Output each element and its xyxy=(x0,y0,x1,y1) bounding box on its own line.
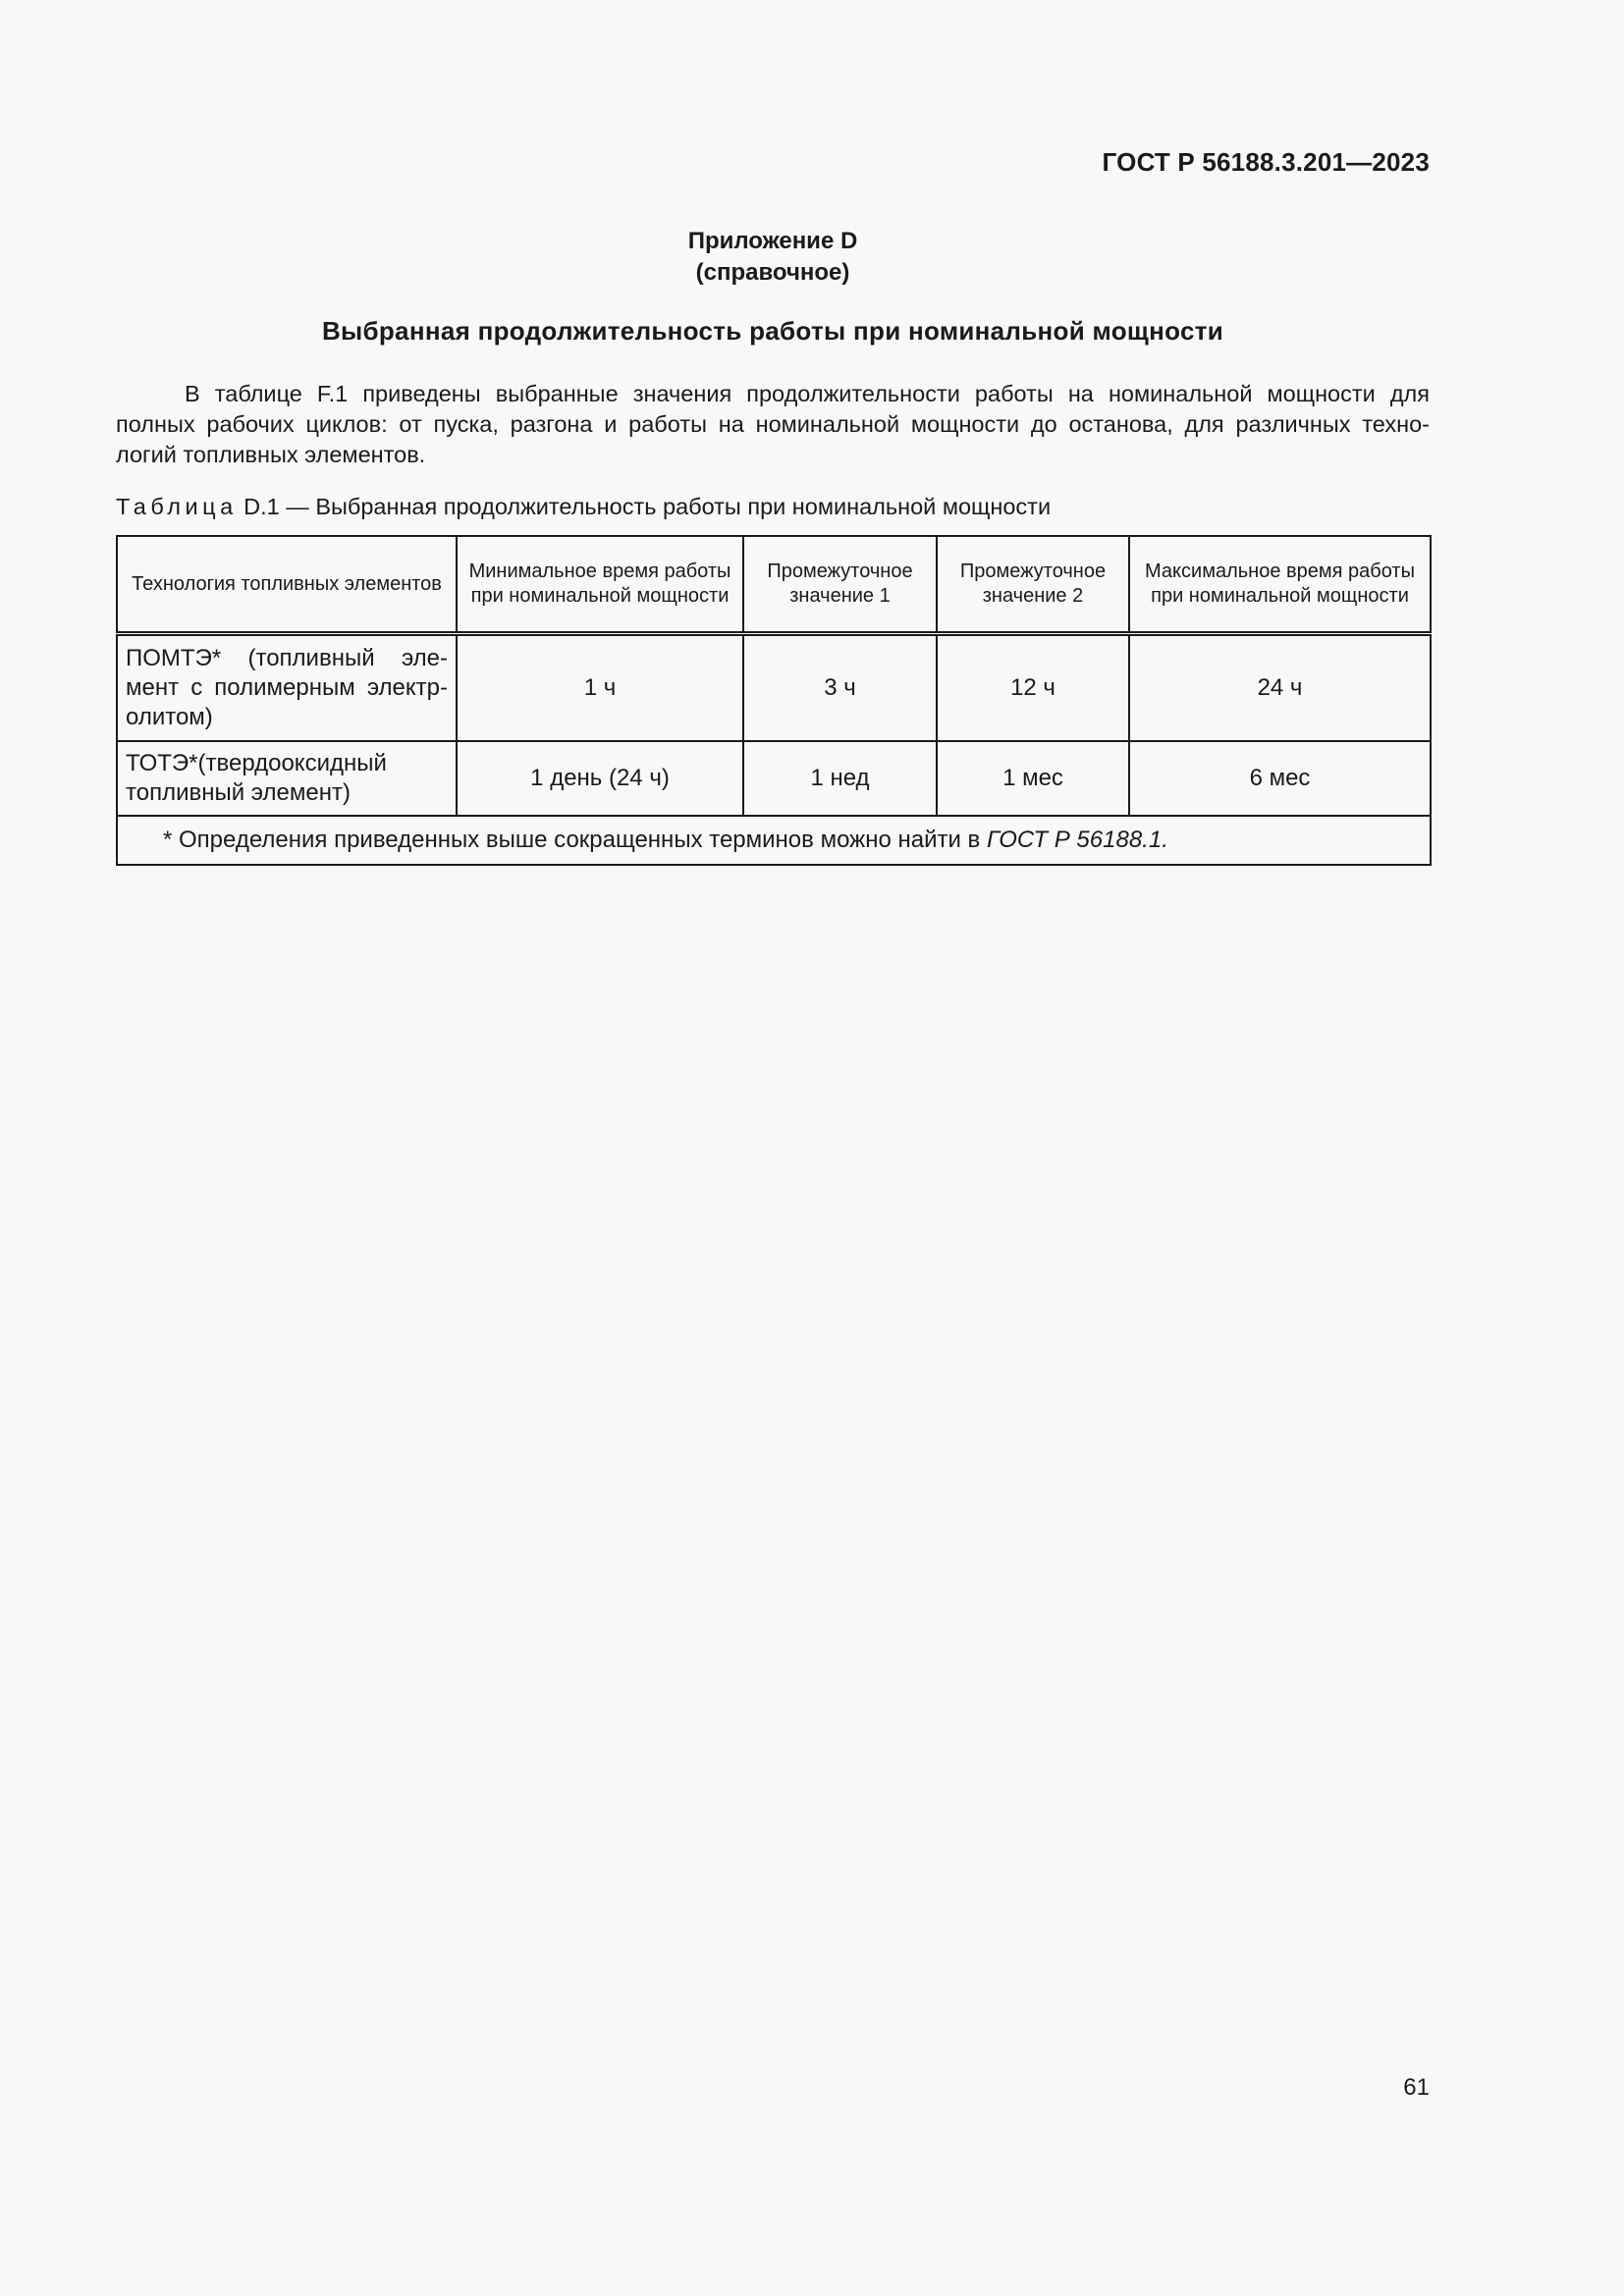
header-mid2: Промежуточное значение 2 xyxy=(937,536,1129,634)
header-max: Максимальное время работы при номинальной мощности xyxy=(1129,536,1431,634)
table-row xyxy=(117,634,1431,742)
cell-min: 1 день (24 ч) xyxy=(457,741,743,816)
cell-tech xyxy=(117,741,457,816)
header-min: Минимальное время работы при номинальной мощности xyxy=(457,536,743,634)
duration-table xyxy=(116,535,1432,866)
table-footnote-row xyxy=(117,816,1431,865)
intro-line: полных рабочих циклов: от пуска, разгона и работы на номинальной мощности до останова, для различных техно- xyxy=(116,411,1430,437)
cell-tech-line: ПОМТЭ* (топливный эле- xyxy=(126,645,448,671)
cell-tech-line: ТОТЭ*(твердооксидный xyxy=(126,750,387,776)
cell-mid2: 12 ч xyxy=(937,634,1129,742)
cell-min: 1 ч xyxy=(457,634,743,742)
cell-mid1: 3 ч xyxy=(743,634,937,742)
cell-max: 24 ч xyxy=(1129,634,1431,742)
table-row xyxy=(117,741,1431,816)
annex-title: Приложение D xyxy=(687,228,858,254)
intro-paragraph xyxy=(116,379,1430,470)
section-title: Выбранная продолжительность работы при номинальной мощности xyxy=(321,316,1224,346)
cell-tech-line: топливный элемент) xyxy=(126,779,351,806)
table-caption-text: D.1 — Выбранная продолжительность работы при номинальной мощности xyxy=(237,494,1052,519)
page-number: 61 xyxy=(1403,2074,1430,2101)
table-caption-prefix: Таблица xyxy=(116,494,238,519)
annex-heading xyxy=(116,226,1430,289)
annex-status: (справочное) xyxy=(695,259,850,286)
document-code: ГОСТ Р 56188.3.201—2023 xyxy=(1102,147,1430,177)
cell-max: 6 мес xyxy=(1129,741,1431,816)
intro-line: логий топливных элементов. xyxy=(116,442,426,467)
cell-tech xyxy=(117,634,457,742)
cell-tech-line: олитом) xyxy=(126,704,213,730)
table-footnote xyxy=(117,816,1431,865)
intro-line: В таблице F.1 приведены выбранные значения продолжительности работы на номинальной мощности для xyxy=(185,381,1430,406)
footnote-text: * Определения приведенных выше сокращенных терминов можно найти в xyxy=(163,827,987,853)
table-caption xyxy=(116,494,1051,520)
cell-mid1: 1 нед xyxy=(743,741,937,816)
cell-tech-line: мент с полимерным электр- xyxy=(126,674,448,701)
document-page xyxy=(116,0,1430,2296)
header-tech: Технология топливных элементов xyxy=(117,536,457,634)
footnote-reference: ГОСТ Р 56188.1. xyxy=(986,827,1168,853)
cell-mid2: 1 мес xyxy=(937,741,1129,816)
table-header-row xyxy=(117,536,1431,634)
header-mid1: Промежуточное значение 1 xyxy=(743,536,937,634)
